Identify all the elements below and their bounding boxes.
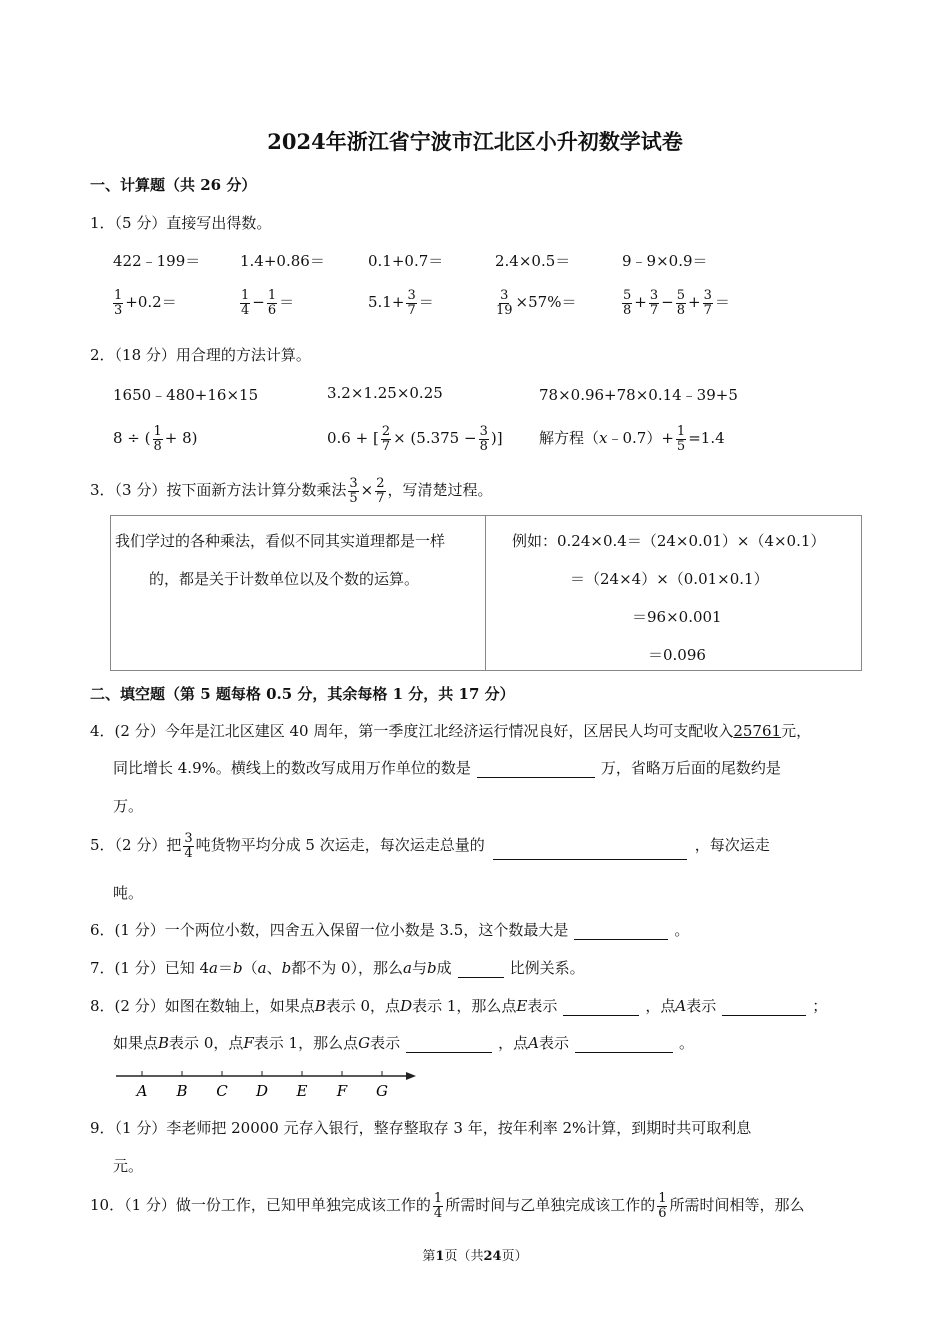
method-explanation-cell: [111, 516, 486, 671]
question-10-line1: 10．（1 分）做一份工作，已知甲单独完成该工作的 $\frac{1}{4}$ 所需时间与乙单独完成该工作的 $\frac{1}{6}$ 所需时间相等，那么: [90, 1191, 805, 1221]
fraction: $\frac{5}{8}$: [623, 288, 632, 318]
q2-item-fraction: 8 ÷ ( $\frac{1}{8}$ + 8): [113, 424, 198, 454]
example-line: ＝96×0.001: [632, 608, 722, 626]
axis-label-e: E: [296, 1082, 308, 1100]
axis-label-d: D: [255, 1082, 269, 1100]
fraction: $\frac{1}{4}$: [241, 288, 250, 318]
fraction: $\frac{3}{8}$: [479, 424, 488, 454]
fraction: $\frac{3}{7}$: [703, 288, 712, 318]
question-6: 6．(1 分）一个两位小数，四舍五入保留一位小数是 3.5，这个数最大是 。: [90, 921, 690, 939]
explanation-line: 的，都是关于计数单位以及个数的运算。: [149, 570, 420, 588]
answer-blank[interactable]: [575, 1036, 673, 1053]
q1-item: 1.4+0.86＝: [240, 252, 325, 270]
question-4-line2: 同比增长 4.9%。横线上的数改写成用万作单位的数是 万，省略万后面的尾数约是: [113, 759, 781, 777]
q1-item-fraction: 5.1+ $\frac{3}{7}$ ＝: [368, 288, 434, 318]
fraction: $\frac{1}{5}$: [676, 424, 686, 454]
question-5-line1: 5．（2 分）把 $\frac{3}{4}$ 吨货物平均分成 5 次运走，每次运走总量的 ，每次运走: [90, 831, 770, 861]
page-number: 1: [435, 1249, 445, 1264]
answer-blank[interactable]: [563, 999, 639, 1016]
page-total: 24: [483, 1249, 502, 1264]
axis-label-g: G: [376, 1082, 388, 1100]
q1-item: 422﹣199＝: [113, 252, 201, 270]
answer-blank[interactable]: [477, 761, 595, 778]
method-example-cell: [486, 516, 862, 671]
question-1-prompt: 1．（5 分）直接写出得数。: [90, 214, 272, 232]
q2-equation: 解方程（x﹣0.7）+ $\frac{1}{5}$ =1.4: [539, 424, 725, 454]
q2-item: 78×0.96+78×0.14﹣39+5: [539, 386, 738, 404]
axis-label-f: F: [336, 1082, 348, 1100]
question-9-line1: 9．（1 分）李老师把 20000 元存入银行，整存整取存 3 年，按年利率 2%计算，到期时共可取利息: [90, 1119, 752, 1137]
question-7: 7．(1 分）已知 4a＝b（a、b都不为 0），那么a与b成 比例关系。: [90, 959, 585, 977]
fraction: $\frac{1}{6}$: [267, 288, 277, 318]
page-title: 2024年浙江省宁波市江北区小升初数学试卷: [267, 129, 683, 154]
q1-item-fraction: $\frac{1}{4}$ − $\frac{1}{6}$ ＝: [241, 288, 295, 318]
fraction: $\frac{1}{3}$: [114, 288, 123, 318]
example-line: ＝（24×4）×（0.01×0.1）: [570, 570, 769, 588]
question-8-line2: 如果点B表示 0，点F表示 1，那么点G表示 ，点A表示 。: [113, 1034, 694, 1052]
example-line: 例如：0.24×0.4＝（24×0.01）×（4×0.1）: [512, 532, 826, 550]
answer-blank[interactable]: [493, 843, 687, 860]
fraction: $\frac{3}{5}$: [349, 476, 358, 506]
fraction: $\frac{3}{7}$: [407, 288, 416, 318]
q1-item-fraction: $\frac{5}{8}$ + $\frac{3}{7}$ − $\frac{5}{8}$ + $\frac{3}{7}$ ＝: [623, 288, 730, 318]
question-5-line2: 吨。: [113, 884, 144, 902]
fraction: $\frac{1}{4}$: [433, 1191, 443, 1221]
fraction: $\frac{2}{7}$: [376, 476, 385, 506]
answer-blank[interactable]: [406, 1036, 492, 1053]
question-3-prompt: 3．（3 分）按下面新方法计算分数乘法 $\frac{3}{5}$ × $\frac{2}{7}$ ，写清楚过程。: [90, 476, 493, 506]
fraction: $\frac{1}{6}$: [658, 1191, 667, 1221]
fraction: $\frac{2}{7}$: [381, 424, 391, 454]
answer-blank[interactable]: [458, 961, 504, 978]
section-heading-calculation: 一、计算题（共 26 分）: [90, 176, 257, 194]
page-footer: 第1页（共24页）: [422, 1249, 528, 1264]
axis-label-a: A: [136, 1082, 148, 1100]
q1-item-fraction: $\frac{3}{19}$ ×57%＝: [496, 288, 577, 318]
answer-blank[interactable]: [574, 923, 668, 940]
question-4-line3: 万。: [113, 797, 144, 815]
question-9-line2: 元。: [113, 1157, 144, 1175]
number-line: [110, 1068, 422, 1104]
answer-blank[interactable]: [722, 999, 806, 1016]
explanation-line: 我们学过的各种乘法，看似不同其实道理都是一样: [115, 532, 446, 550]
q2-item: 3.2×1.25×0.25: [327, 384, 443, 402]
fraction: $\frac{3}{4}$: [184, 831, 193, 861]
section-heading-fill-in: 二、填空题（第 5 题每格 0.5 分，其余每格 1 分，共 17 分）: [90, 685, 515, 703]
fraction: $\frac{5}{8}$: [676, 288, 685, 318]
method-example-table: [110, 515, 862, 671]
q1-item-fraction: $\frac{1}{3}$ +0.2＝: [114, 288, 177, 318]
q1-item: 2.4×0.5＝: [495, 252, 571, 270]
number-line-arrow: [406, 1072, 416, 1080]
q1-item: 9﹣9×0.9＝: [622, 252, 708, 270]
question-2-prompt: 2．（18 分）用合理的方法计算。: [90, 346, 311, 364]
axis-label-c: C: [216, 1082, 228, 1100]
q2-item-fraction: 0.6 + [ $\frac{2}{7}$ × (5.375 − $\frac{3}{8}$ )]: [327, 424, 503, 454]
q2-item: 1650﹣480+16×15: [113, 386, 259, 404]
underlined-number: 25761: [733, 722, 782, 740]
example-line: ＝0.096: [648, 646, 706, 664]
axis-label-b: B: [176, 1082, 188, 1100]
question-4-line1: 4．(2 分）今年是江北区建区 40 周年，第一季度江北经济运行情况良好，区居民人均可支配收入25761元，: [90, 722, 812, 740]
fraction: $\frac{3}{19}$: [496, 288, 513, 318]
fraction: $\frac{3}{7}$: [649, 288, 659, 318]
fraction: $\frac{1}{8}$: [153, 424, 162, 454]
question-8-line1: 8．(2 分）如图在数轴上，如果点B表示 0，点D表示 1，那么点E表示 ，点A表示 ；: [90, 997, 828, 1015]
q1-item: 0.1+0.7＝: [368, 252, 444, 270]
